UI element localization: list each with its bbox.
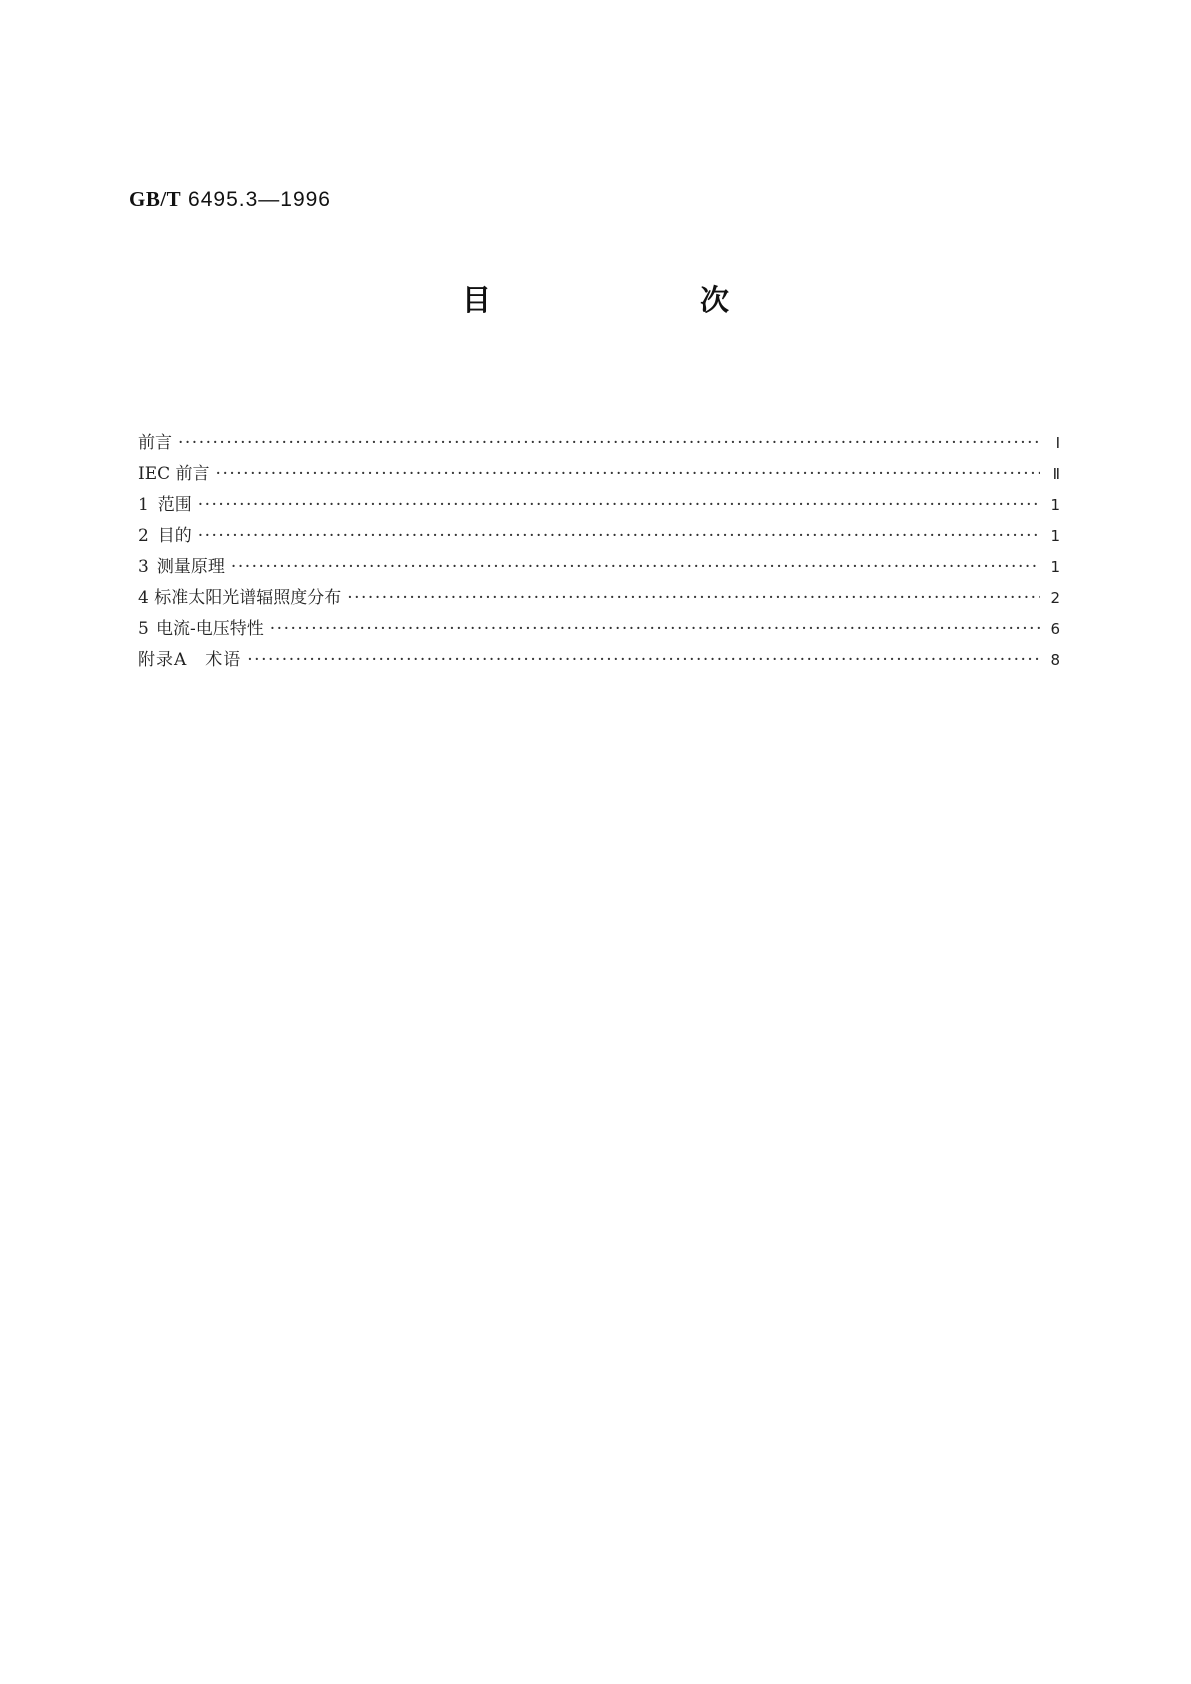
toc-entry-page: 8 [1050, 651, 1060, 669]
toc-entry-label: IEC 前言 [138, 464, 210, 484]
toc-entry-label: 范围 [157, 495, 192, 515]
toc-entry-page: 1 [1050, 496, 1060, 514]
toc-entry-label: 标准太阳光谱辐照度分布 [154, 588, 342, 608]
toc-entry-page: 1 [1050, 527, 1060, 545]
toc-entry-page: Ⅰ [1055, 434, 1060, 452]
toc-entry-label: 电流-电压特性 [156, 619, 264, 639]
toc-entry-number: 5 [138, 619, 149, 639]
toc-entry-page: 2 [1050, 589, 1060, 607]
standard-number [129, 187, 331, 212]
toc-entry-number: 1 [138, 495, 149, 515]
toc-entry-measurement-principle[interactable] [138, 552, 1060, 583]
toc-entry-iv-characteristics[interactable] [138, 614, 1060, 645]
toc-entry-page: 6 [1050, 620, 1060, 638]
toc-entry-iec-foreword[interactable] [138, 459, 1060, 490]
toc-leader-dots [347, 588, 1040, 607]
toc-entry-annex-a[interactable] [138, 645, 1060, 676]
toc-entry-number: 3 [138, 557, 149, 577]
toc-leader-dots [178, 433, 1040, 452]
toc-entry-label: 前言 [138, 433, 172, 453]
standard-prefix: GB/T [129, 187, 182, 211]
toc-entry-purpose[interactable] [138, 521, 1060, 552]
toc-entry-page: Ⅱ [1052, 465, 1060, 483]
toc-entry-number: 2 [138, 526, 149, 546]
toc-entry-scope[interactable] [138, 490, 1060, 521]
toc-leader-dots [198, 526, 1040, 545]
toc-leader-dots [216, 464, 1040, 483]
toc-leader-dots [247, 650, 1040, 669]
table-of-contents [138, 428, 1060, 676]
toc-entry-label: 附录A 术语 [138, 650, 242, 670]
toc-leader-dots [231, 557, 1040, 576]
toc-entry-solar-spectrum[interactable] [138, 583, 1060, 614]
toc-entry-page: 1 [1050, 558, 1060, 576]
toc-title: 目 次 [461, 283, 819, 317]
toc-entry-label: 目的 [157, 526, 192, 546]
toc-entry-number: 4 [138, 588, 149, 608]
toc-entry-foreword[interactable] [138, 428, 1060, 459]
standard-code: 6495.3—1996 [188, 188, 331, 211]
toc-leader-dots [198, 495, 1040, 514]
toc-leader-dots [270, 619, 1040, 638]
toc-entry-label: 测量原理 [156, 557, 225, 577]
